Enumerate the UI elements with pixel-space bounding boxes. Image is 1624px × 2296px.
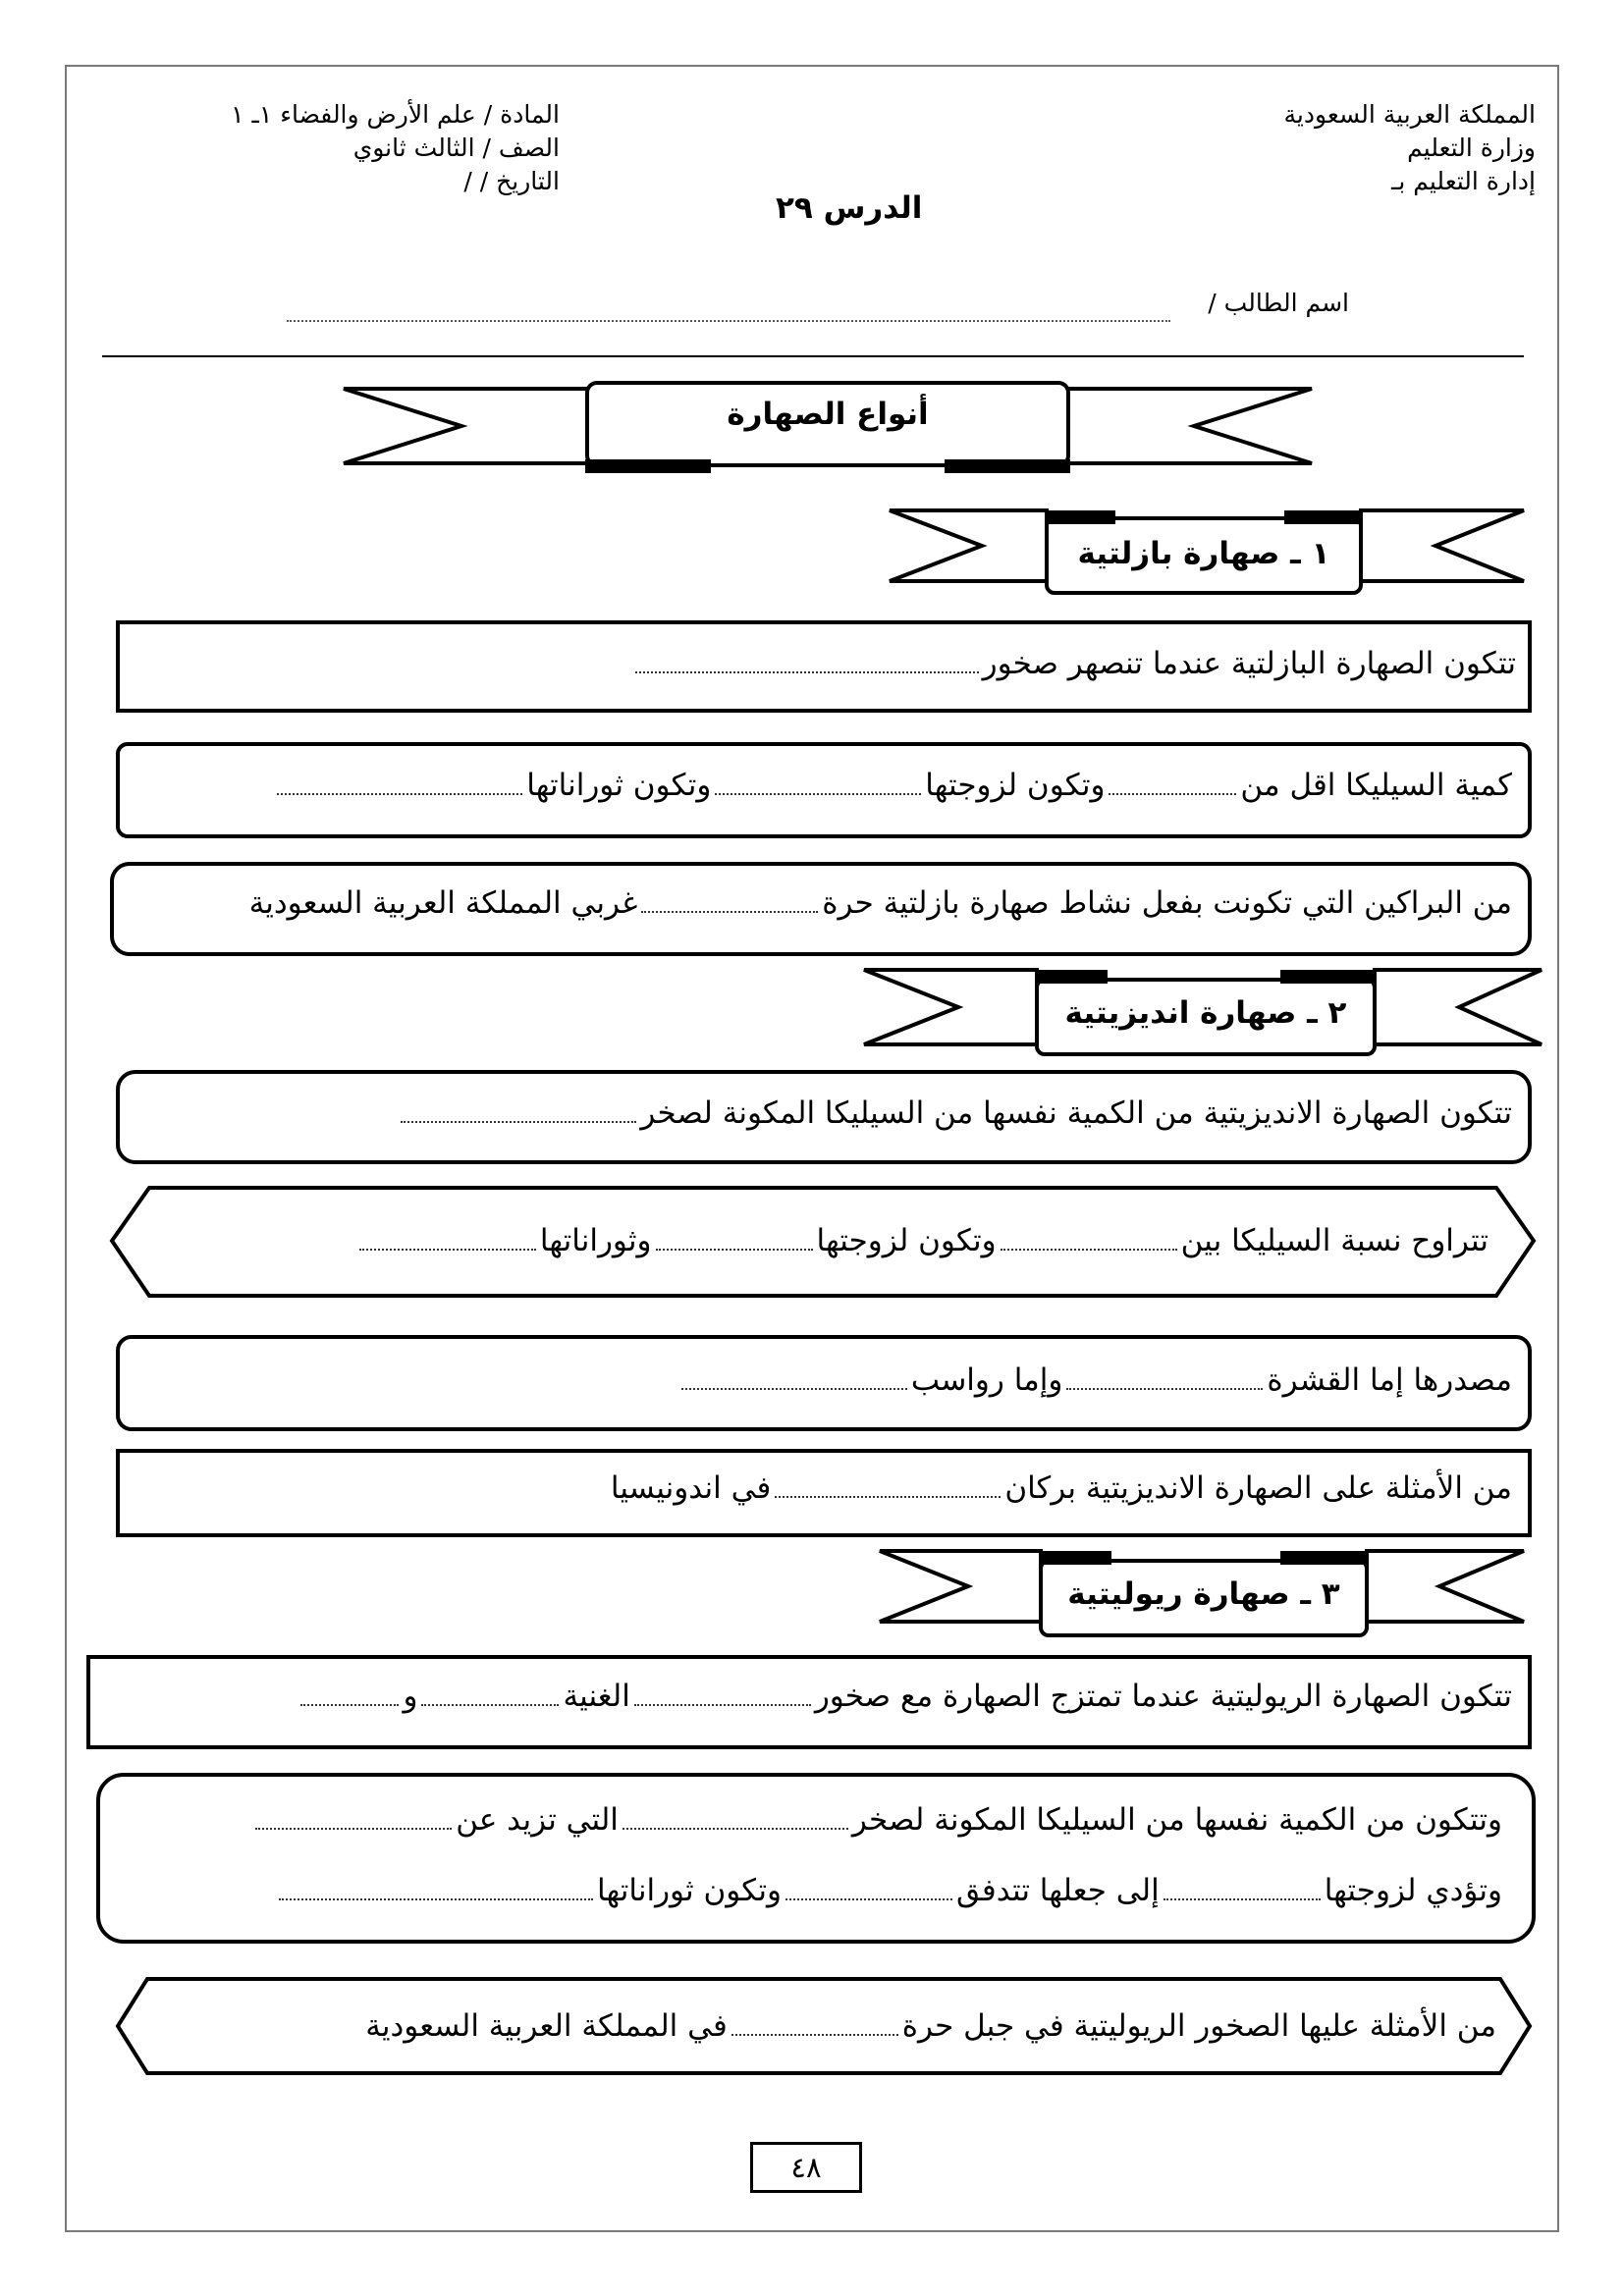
blank[interactable] xyxy=(279,1897,593,1900)
blank[interactable] xyxy=(775,1495,1001,1498)
blank[interactable] xyxy=(421,1703,559,1706)
blank[interactable] xyxy=(401,1120,636,1123)
s3-line-3: وتؤدي لزوجتهاإلى جعلها تتدفقوتكون ثوراناتها xyxy=(275,1871,1502,1910)
s3-line-2: وتتكون من الكمية نفسها من السيليكا المكونة لصخرالتي تزيد عن xyxy=(251,1800,1502,1840)
blank[interactable] xyxy=(681,1387,907,1390)
blank[interactable] xyxy=(1164,1897,1321,1900)
blank[interactable] xyxy=(785,1897,952,1900)
blank[interactable] xyxy=(623,1827,848,1830)
blank[interactable] xyxy=(635,670,979,673)
student-name-label: اسم الطالب / xyxy=(1208,289,1349,317)
page-number: ٤٨ xyxy=(750,2142,862,2193)
blank[interactable] xyxy=(359,1248,536,1251)
s2-line-1: تتكون الصهارة الانديزيتية من الكمية نفسها من السيليكا المكونة لصخر xyxy=(397,1094,1512,1133)
section-2-heading: ٢ ـ صهارة انديزيتية xyxy=(1064,995,1347,1031)
blank[interactable] xyxy=(731,2033,898,2036)
blank[interactable] xyxy=(641,910,818,913)
lesson-number: الدرس ٢٩ xyxy=(776,190,923,226)
subject-label: المادة / علم الأرض والفضاء ١ـ ١ xyxy=(231,100,560,129)
blank[interactable] xyxy=(656,1248,813,1251)
grade-label: الصف / الثالث ثانوي xyxy=(352,133,560,162)
section-1-heading: ١ ـ صهارة بازلتية xyxy=(1077,536,1330,571)
s2-line-4: من الأمثلة على الصهارة الانديزيتية بركانفي اندونيسيا xyxy=(610,1470,1512,1506)
ministry-label: وزارة التعليم xyxy=(1407,133,1536,162)
blank[interactable] xyxy=(715,792,921,795)
s1-line-2: كمية السيليكا اقل منوتكون لزوجتهاوتكون ثوراناتها xyxy=(273,766,1512,805)
blank[interactable] xyxy=(277,792,522,795)
kingdom-label: المملكة العربية السعودية xyxy=(1283,100,1536,129)
blank[interactable] xyxy=(255,1827,452,1830)
date-label: التاريخ / / xyxy=(463,167,560,195)
s1-line-3: من البراكين التي تكونت بفعل نشاط صهارة بازلتية حرةغربي المملكة العربية السعودية xyxy=(248,885,1512,921)
section-3-heading: ٣ ـ صهارة ريوليتية xyxy=(1067,1576,1340,1612)
directorate-label: إدارة التعليم بـ xyxy=(1391,167,1536,195)
blank[interactable] xyxy=(634,1703,811,1706)
s3-line-1: تتكون الصهارة الريوليتية عندما تمتزج الصهارة مع صخورالغنيةو xyxy=(297,1677,1512,1716)
s2-line-3: مصدرها إما القشرةوإما رواسب xyxy=(677,1361,1512,1400)
s1-line-1: تتكون الصهارة البازلتية عندما تنصهر صخور xyxy=(631,644,1516,683)
blank[interactable] xyxy=(1066,1387,1263,1390)
worksheet-title: أنواع الصهارة xyxy=(727,397,929,432)
blank[interactable] xyxy=(1109,792,1236,795)
s2-line-2: تتراوح نسبة السيليكا بينوتكون لزوجتهاوثوراناتها xyxy=(355,1221,1489,1260)
blank[interactable] xyxy=(300,1703,399,1706)
s3-line-4: من الأمثلة عليها الصخور الريوليتية في جبل حرةفي المملكة العربية السعودية xyxy=(365,2008,1496,2044)
blank[interactable] xyxy=(1001,1248,1177,1251)
